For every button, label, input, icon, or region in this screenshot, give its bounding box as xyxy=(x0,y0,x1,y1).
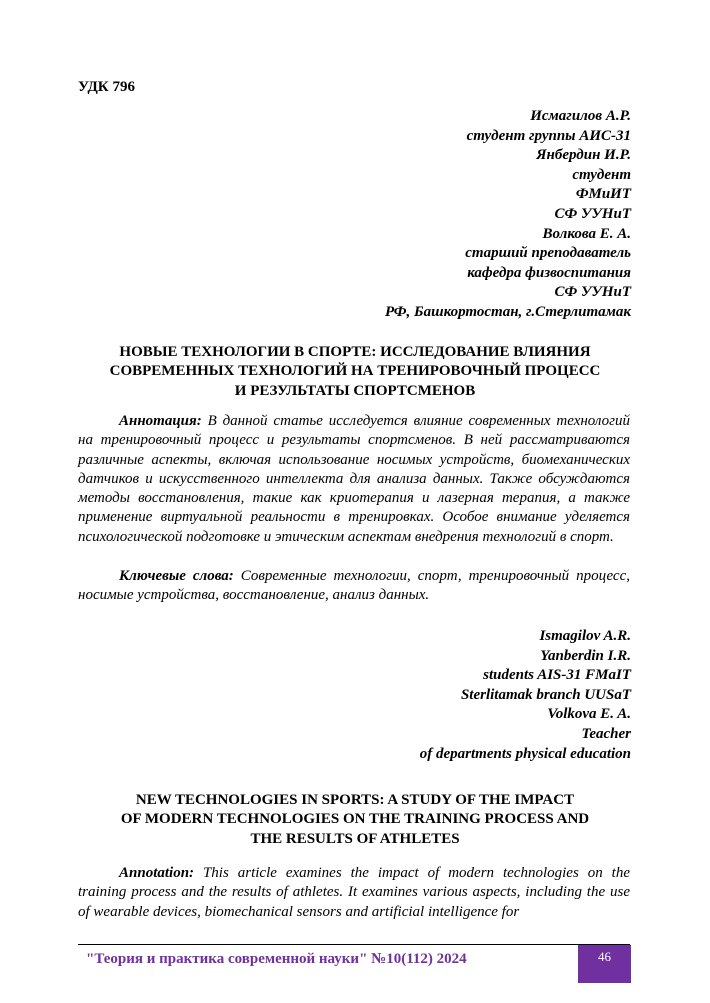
title-line: СОВРЕМЕННЫХ ТЕХНОЛОГИЙ НА ТРЕНИРОВОЧНЫЙ ПРОЦЕСС xyxy=(109,363,601,380)
author-block-ru xyxy=(31,107,631,323)
author-line: students AIS-31 FMaIT xyxy=(483,667,631,684)
title-line: THE RESULTS OF ATHLETES xyxy=(250,830,460,847)
keywords-text: Современные технологии, спорт, тренировочный процесс, носимые устройства, восстановление, анализ данных. xyxy=(78,568,630,604)
author-line: кафедра физвоспитания xyxy=(467,264,631,281)
author-line: Teacher xyxy=(581,725,631,742)
journal-name: "Теория и практика современной науки" №10(112) 2024 xyxy=(86,951,467,967)
author-line: студент группы АИС-31 xyxy=(466,127,631,144)
author-line: СФ УУНиТ xyxy=(554,205,631,222)
author-line: Янбердин И.Р. xyxy=(536,147,631,164)
author-line: Исмагилов А.Р. xyxy=(530,108,631,124)
author-line: Ismagilov A.R. xyxy=(539,628,631,644)
author-line: Volkova E. A. xyxy=(547,706,631,723)
author-line: Волкова Е. А. xyxy=(542,225,631,242)
abstract-label: Аннотация: xyxy=(119,413,202,429)
article-title-en xyxy=(60,791,650,849)
author-line: РФ, Башкортостан, г.Стерлитамак xyxy=(385,303,631,320)
title-line: И РЕЗУЛЬТАТЫ СПОРТСМЕНОВ xyxy=(234,382,476,399)
author-line: старший преподаватель xyxy=(465,245,631,262)
author-line: Sterlitamak branch UUSaT xyxy=(460,686,631,703)
keywords-ru xyxy=(78,567,630,606)
author-line: ФМиИТ xyxy=(575,186,631,203)
article-title-ru xyxy=(60,343,650,401)
author-line: Yanberdin I.R. xyxy=(540,647,631,664)
title-line: НОВЫЕ ТЕХНОЛОГИИ В СПОРТЕ: ИССЛЕДОВАНИЕ ВЛИЯНИЯ xyxy=(119,344,591,360)
author-line: студент xyxy=(572,166,631,183)
title-line: NEW TECHNOLOGIES IN SPORTS: A STUDY OF THE IMPACT xyxy=(135,792,575,808)
author-block-en xyxy=(31,627,631,764)
udc-code: УДК 796 xyxy=(78,79,135,95)
abstract-label: Annotation: xyxy=(119,865,195,881)
page-number: 46 xyxy=(578,945,631,983)
abstract-text: В данной статье исследуется влияние современных технологий на тренировочный процесс и результаты спортсменов. В ней рассматриваются различные аспекты, включая использование носимых устройств, биомеханических датчиков и искусственного интеллекта для анализа данных. Также обсуждаются методы восстановления, такие как криотерапия и лазерная терапия, а также применение виртуальной реальности в тренировках. Особое внимание уделяется психологической подготовке и этическим аспектам внедрения технологий в спорт. xyxy=(78,413,630,545)
keywords-label: Ключевые слова: xyxy=(119,568,234,584)
author-line: of departments physical education xyxy=(419,745,631,762)
abstract-en xyxy=(78,864,630,922)
footer-divider xyxy=(78,944,630,945)
author-line: СФ УУНиТ xyxy=(554,284,631,301)
abstract-ru xyxy=(78,412,630,547)
abstract-text: This article examines the impact of modern technologies on the training process and the results of athletes. It examines various aspects, including the use of wearable devices, biomechanical sensors and artificial intelligence for xyxy=(78,865,630,920)
title-line: OF MODERN TECHNOLOGIES ON THE TRAINING PROCESS AND xyxy=(120,811,590,828)
